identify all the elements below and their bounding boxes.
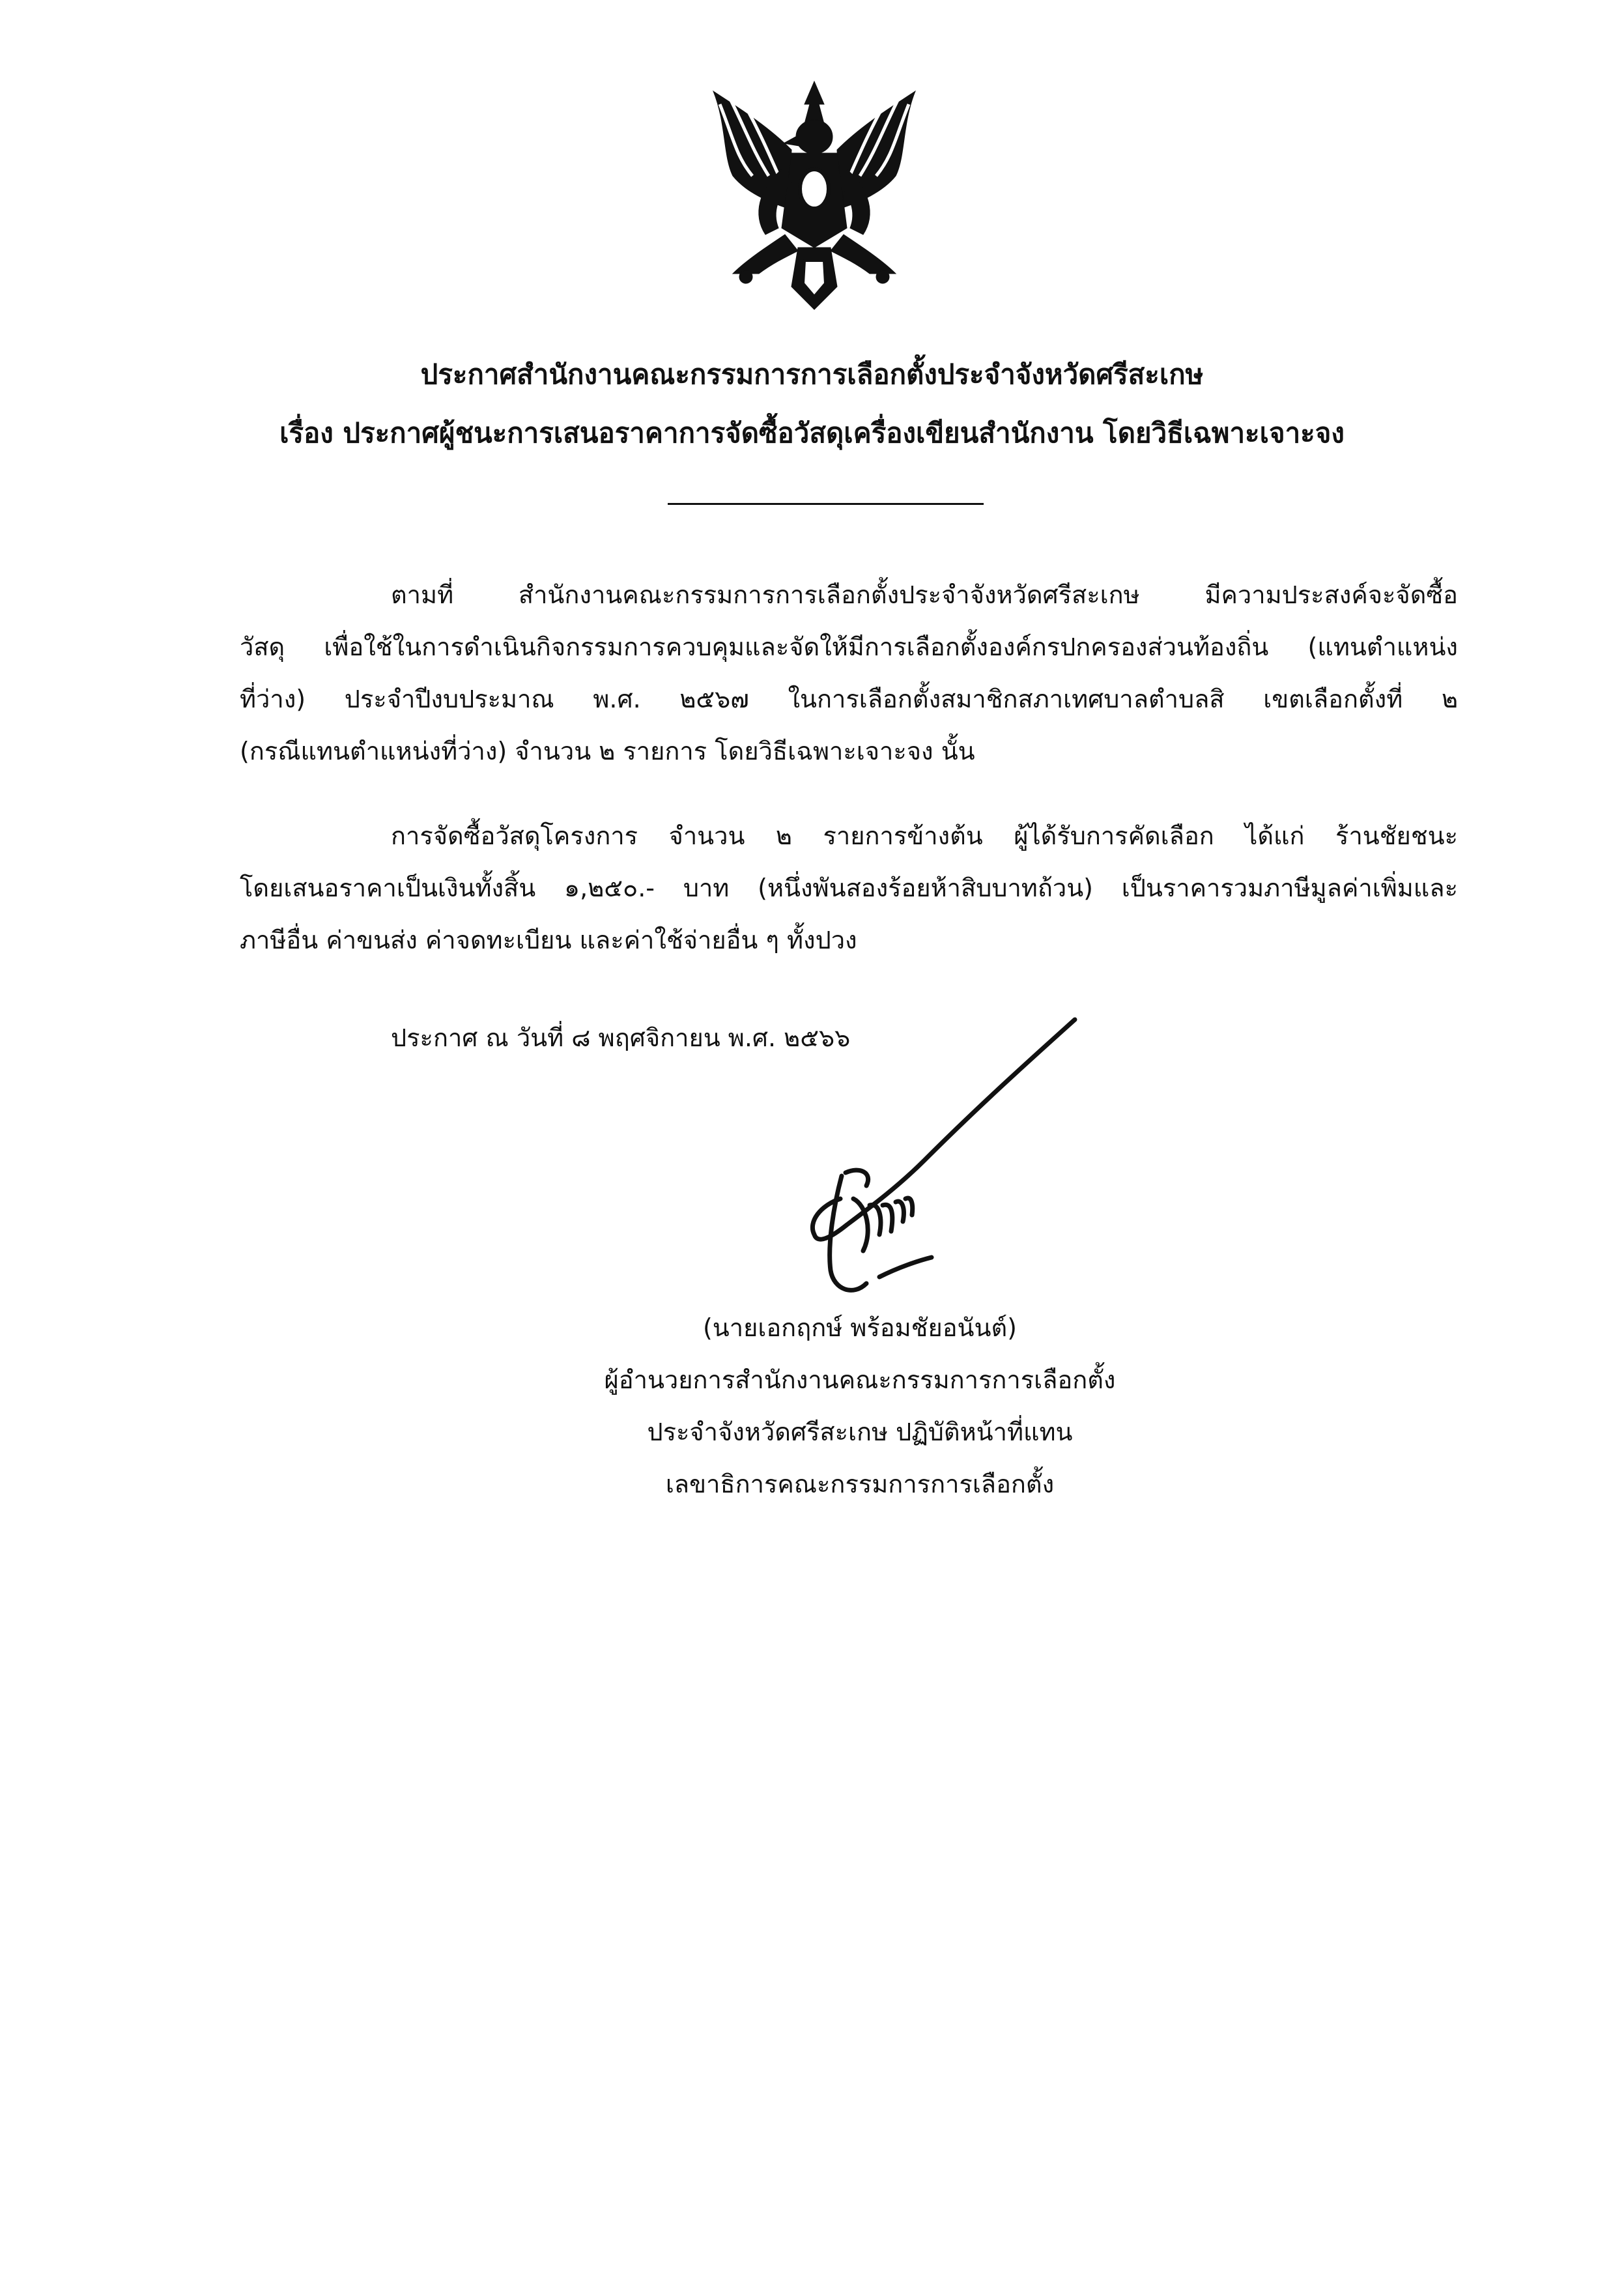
title-divider [668,503,984,505]
document-title: ประกาศสำนักงานคณะกรรมการการเลือกตั้งประจำจังหวัดศรีสะเกษ [420,358,1204,390]
document-subject: เรื่อง ประกาศผู้ชนะการเสนอราคาการจัดซื้อวัสดุเครื่องเขียนสำนักงาน โดยวิธีเฉพาะเจาะจง [279,417,1345,449]
paragraph1-line: ที่ว่าง) ประจำปีงบประมาณ พ.ศ. ๒๕๖๗ ในการเลือกตั้งสมาชิกสภาเทศบาลตำบลสิ เขตเลือกตั้งที่ ๒ [240,685,1458,713]
paragraph2-line: โดยเสนอราคาเป็นเงินทั้งสิ้น ๑,๒๕๐.- บาท (หนึ่งพันสองร้อยห้าสิบบาทถ้วน) เป็นราคารวมภาษีมูลค่าเพิ่มและ [240,874,1458,902]
announcement-date: ประกาศ ณ วันที่ ๘ พฤศจิกายน พ.ศ. ๒๕๖๖ [391,1023,851,1052]
paragraph2-line: ภาษีอื่น ค่าขนส่ง ค่าจดทะเบียน และค่าใช้จ่ายอื่น ๆ ทั้งปวง [240,926,857,954]
paragraph1-line: (กรณีแทนตำแหน่งที่ว่าง) จำนวน ๒ รายการ โดยวิธีเฉพาะเจาะจง นั้น [240,737,975,766]
paragraph1-line: ตามที่ สำนักงานคณะกรรมการการเลือกตั้งประจำจังหวัดศรีสะเกษ มีความประสงค์จะจัดซื้อ [391,580,1458,609]
signatory-position: เลขาธิการคณะกรรมการการเลือกตั้ง [665,1470,1055,1498]
signatory-position: ผู้อำนวยการสำนักงานคณะกรรมการการเลือกตั้ง [604,1366,1116,1394]
garuda-emblem-icon [707,78,922,313]
paragraph2-line: การจัดซื้อวัสดุโครงการ จำนวน ๒ รายการข้างต้น ผู้ได้รับการคัดเลือก ได้แก่ ร้านชัยชนะ [391,822,1458,850]
signatory-name: (นายเอกฤกษ์ พร้อมชัยอนันต์) [702,1313,1018,1342]
paragraph1-line: วัสดุ เพื่อใช้ในการดำเนินกิจกรรมการควบคุมและจัดให้มีการเลือกตั้งองค์กรปกครองส่วนท้องถิ่น (แทนตำแหน่ง [240,633,1458,661]
handwritten-signature-icon [769,1010,1094,1316]
signatory-position: ประจำจังหวัดศรีสะเกษ ปฏิบัติหน้าที่แทน [647,1418,1073,1446]
